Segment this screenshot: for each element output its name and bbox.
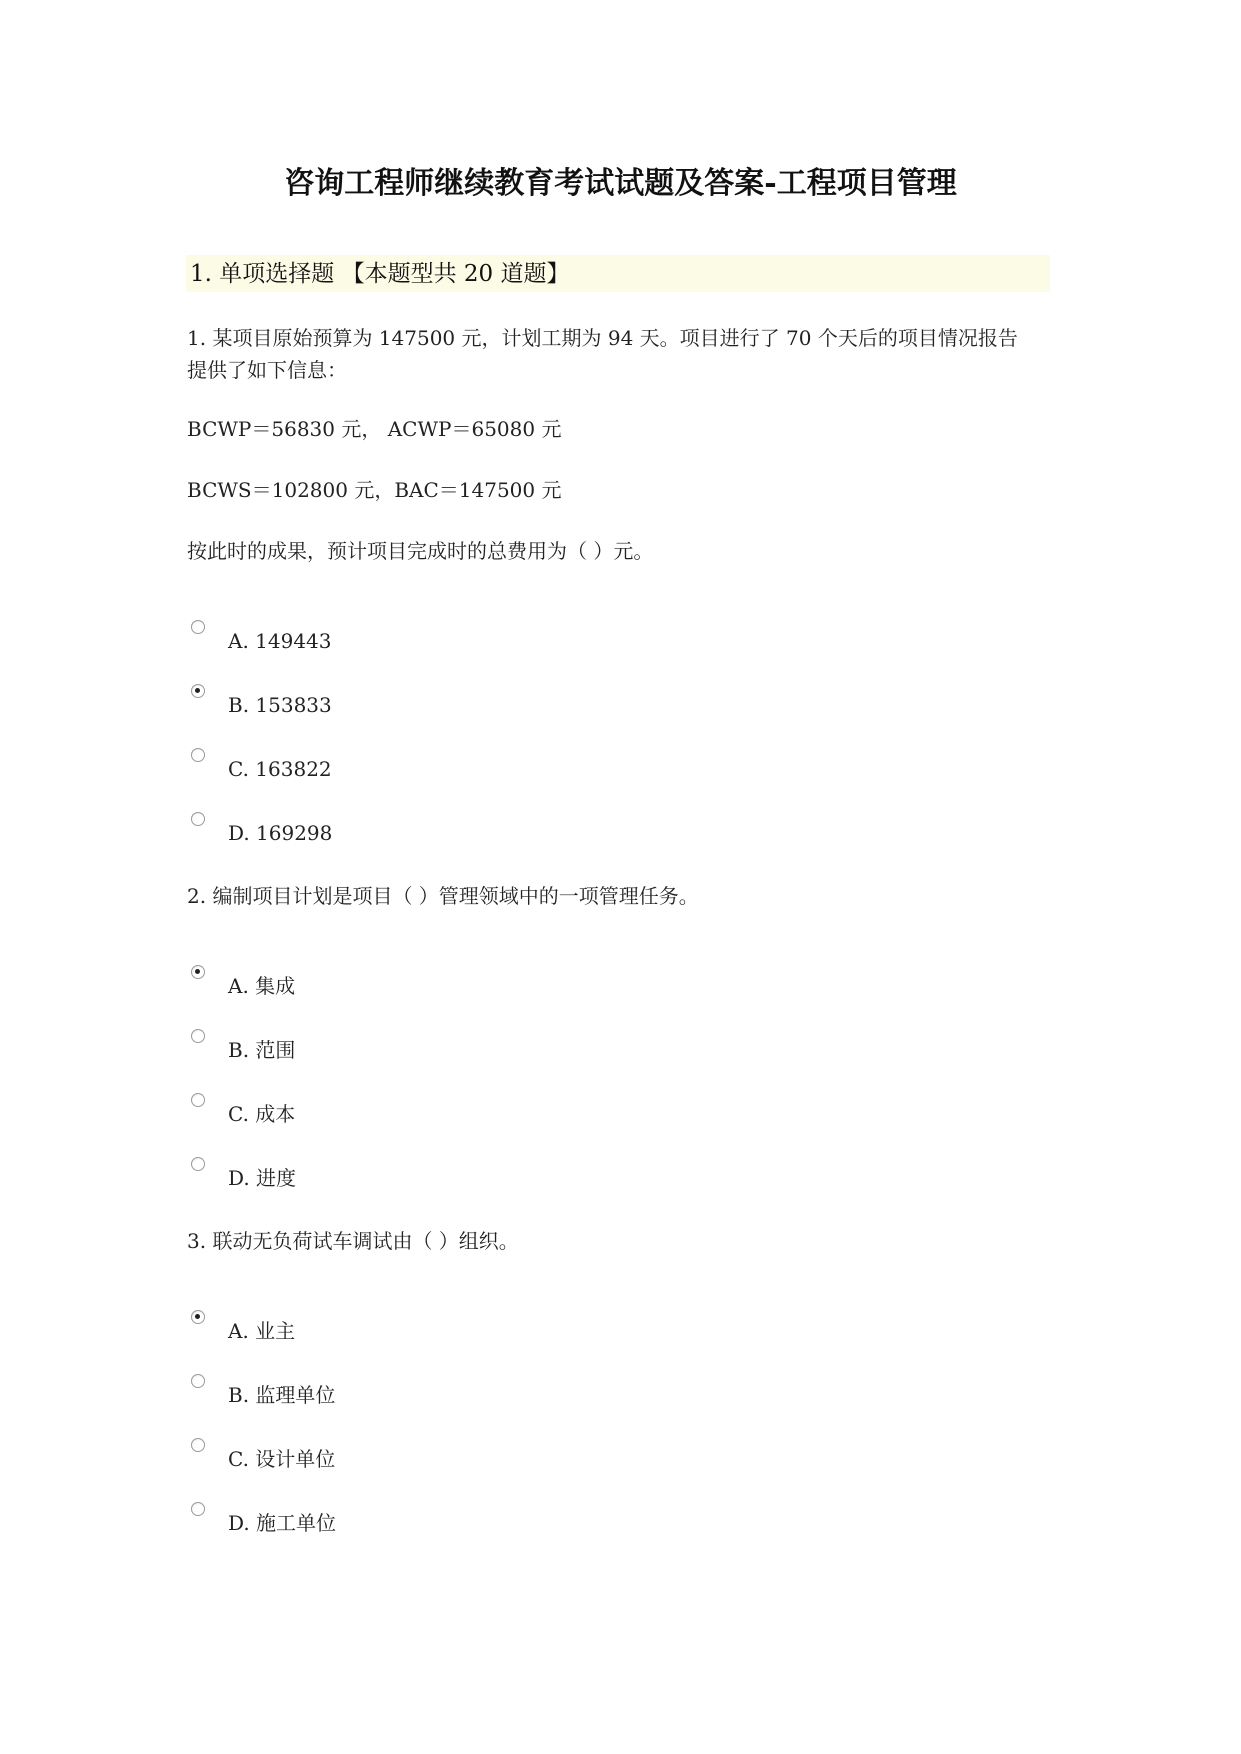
radio-button[interactable] [191,1438,205,1452]
option-label: B. 范围 [228,1038,296,1062]
question-1-text-line-3: BCWP＝56830 元， ACWP＝65080 元 [187,417,562,441]
option-label: A. 集成 [228,974,296,998]
section-header: 1. 单项选择题 【本题型共 20 道题】 [190,261,570,287]
radio-button[interactable] [191,965,205,979]
radio-button[interactable] [191,1502,205,1516]
option-label: B. 监理单位 [228,1383,336,1407]
radio-button[interactable] [191,1374,205,1388]
option-label: D. 施工单位 [228,1511,337,1535]
radio-button[interactable] [191,1310,205,1324]
radio-button[interactable] [191,1093,205,1107]
option-label: C. 设计单位 [228,1447,336,1471]
radio-button[interactable] [191,1157,205,1171]
radio-button[interactable] [191,684,205,698]
question-1-text-line-1: 1. 某项目原始预算为 147500 元，计划工期为 94 天。项目进行了 70 个天后的项目情况报告 [187,326,1018,350]
option-label: C. 163822 [228,757,332,781]
document-title: 咨询工程师继续教育考试试题及答案-工程项目管理 [284,166,957,201]
option-label: A. 业主 [228,1319,296,1343]
option-label: D. 169298 [228,821,333,845]
question-2-text: 2. 编制项目计划是项目（ ）管理领域中的一项管理任务。 [187,884,699,908]
question-1-text-line-2: 提供了如下信息： [187,358,347,382]
radio-button[interactable] [191,812,205,826]
option-label: D. 进度 [228,1166,297,1190]
option-label: B. 153833 [228,693,332,717]
question-1-text-line-5: 按此时的成果，预计项目完成时的总费用为（ ）元。 [187,539,654,563]
radio-button[interactable] [191,1029,205,1043]
question-3-text: 3. 联动无负荷试车调试由（ ）组织。 [187,1229,519,1253]
option-label: A. 149443 [228,629,332,653]
option-label: C. 成本 [228,1102,296,1126]
radio-button[interactable] [191,620,205,634]
radio-button[interactable] [191,748,205,762]
question-1-text-line-4: BCWS＝102800 元，BAC＝147500 元 [187,478,562,502]
